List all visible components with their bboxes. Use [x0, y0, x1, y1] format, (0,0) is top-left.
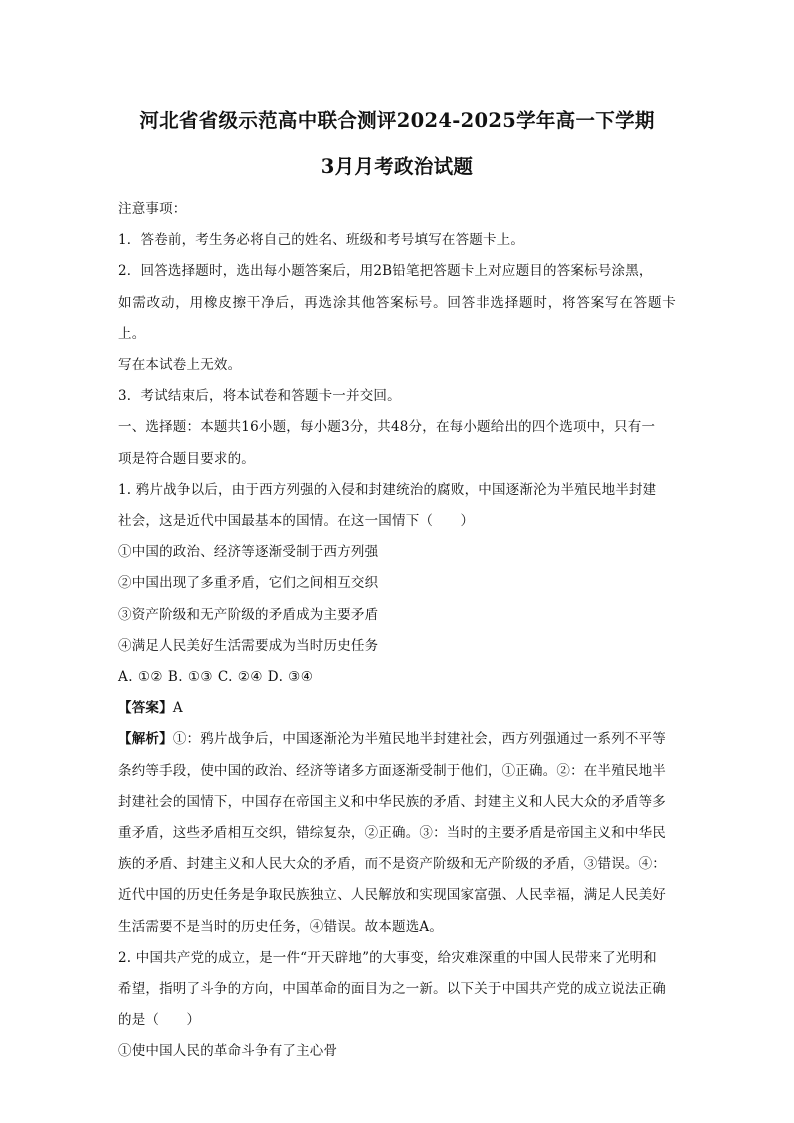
title-block [118, 98, 676, 190]
q1-item-4: ④满足人民美好生活需要成为当时历史任务 [118, 637, 379, 654]
q1-analysis-line-3: 封建社会的国情下，中国存在帝国主义和中华民族的矛盾、封建主义和人民大众的矛盾等多 [118, 793, 666, 810]
notice-1: 1．答卷前，考生务必将自己的姓名、班级和考号填写在答题卡上。 [118, 232, 525, 249]
answer-value: A [172, 700, 183, 717]
q1-answer [118, 693, 676, 724]
page-title: 河北省省级示范高中联合测评2024-2025学年高一下学期 [139, 109, 655, 132]
q1-analysis-line-5: 族的矛盾、封建主义和人民大众的矛盾，而不是资产阶级和无产阶级的矛盾，③错误。④： [118, 856, 666, 873]
section-heading-line-1: 一、选择题：本题共16小题，每小题3分，共48分，在每小题给出的四个选项中，只有一 [118, 419, 656, 436]
q2-stem-line-3: 的是（ ） [118, 1012, 201, 1029]
page-subtitle: 3月月考政治试题 [320, 155, 474, 178]
q1-analysis-line-7: 生活需要不是当时的历史任务，④错误。故本题选A。 [118, 918, 444, 935]
analysis-label: 【解析】 [118, 731, 173, 748]
notice-2-line-1: 2．回答选择题时，选出每小题答案后，用2B铅笔把答题卡上对应题目的答案标号涂黑， [118, 263, 653, 280]
notice-heading: 注意事项： [118, 201, 187, 217]
notice-2-line-3: 写在本试卷上无效。 [118, 357, 242, 374]
q2-item-1: ①使中国人民的革命斗争有了主心骨 [118, 1043, 338, 1060]
q1-item-3: ③资产阶级和无产阶级的矛盾成为主要矛盾 [118, 606, 379, 623]
notice-2-line-2: 如需改动，用橡皮擦干净后，再选涂其他答案标号。回答非选择题时，将答案写在答题卡上。 [118, 294, 676, 342]
analysis-text: ①：鸦片战争后，中国逐渐沦为半殖民地半封建社会，西方列强通过一系列不平等 [172, 731, 667, 748]
q2-stem-line-1: 2. 中国共产党的成立，是一件“开天辟地”的大事变，给灾难深重的中国人民带来了光明和 [118, 949, 657, 966]
q1-options: A. ①② B. ①③ C. ②④ D. ③④ [118, 669, 314, 686]
notice-3: 3．考试结束后，将本试卷和答题卡一并交回。 [118, 388, 401, 405]
q1-stem-line-2: 社会，这是近代中国最基本的国情。在这一国情下（ ） [118, 513, 475, 530]
q1-analysis-line-2: 条约等手段，使中国的政治、经济等诸多方面逐渐受制于他们，①正确。②：在半殖民地半 [118, 762, 666, 779]
answer-label: 【答案】 [118, 700, 173, 717]
q1-item-1: ①中国的政治、经济等逐渐受制于西方列强 [118, 544, 379, 561]
q2-stem-line-2: 希望，指明了斗争的方向，中国革命的面目为之一新。以下关于中国共产党的成立说法正确 [118, 981, 666, 998]
q1-stem-line-1: 1. 鸦片战争以后，由于西方列强的入侵和封建统治的腐败，中国逐渐沦为半殖民地半封建 [118, 481, 657, 498]
section-heading-line-2: 项是符合题目要求的。 [118, 450, 255, 467]
q1-analysis-line-6: 近代中国的历史任务是争取民族独立、人民解放和实现国家富强、人民幸福，满足人民美好 [118, 887, 666, 904]
q1-item-2: ②中国出现了多重矛盾，它们之间相互交织 [118, 575, 379, 592]
q1-analysis-line-4: 重矛盾，这些矛盾相互交织，错综复杂，②正确。③：当时的主要矛盾是帝国主义和中华民 [118, 825, 666, 842]
q1-analysis-line-1 [118, 724, 676, 755]
